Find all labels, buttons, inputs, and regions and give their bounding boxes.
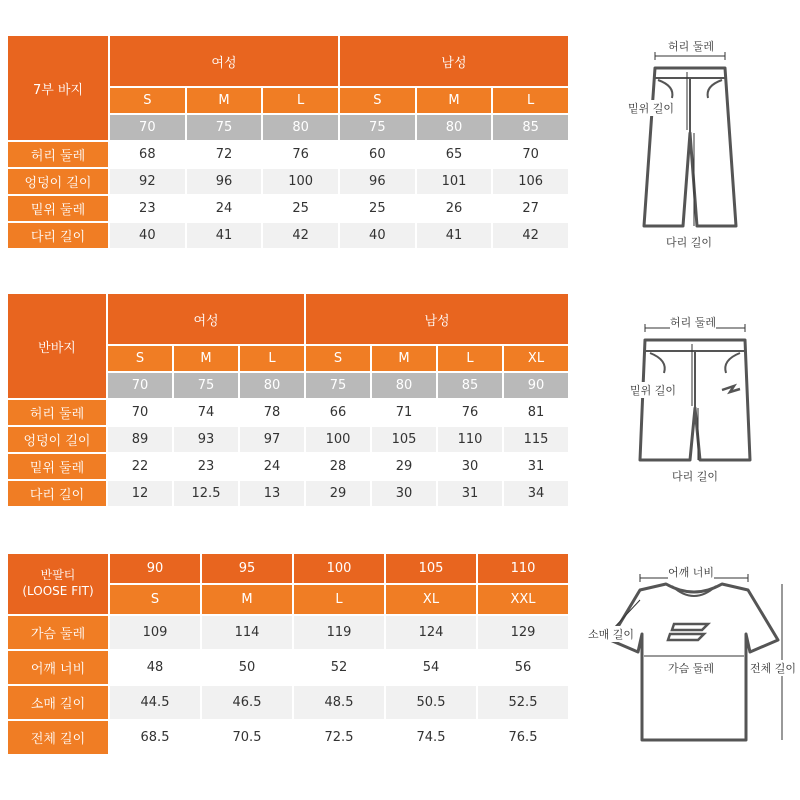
pants7-title: 7부 바지 (8, 36, 108, 140)
row-label: 엉덩이 길이 (8, 169, 108, 194)
value-cell: 30 (372, 481, 436, 506)
waist-code-cell: 80 (372, 373, 436, 398)
tshirt-icon (588, 560, 800, 750)
size-cell: S (306, 346, 370, 371)
shorts-size-table (8, 294, 568, 506)
size-cell: S (108, 346, 172, 371)
row-label: 다리 길이 (8, 481, 106, 506)
value-cell: 76 (438, 400, 502, 425)
value-cell: 34 (504, 481, 568, 506)
value-cell: 71 (372, 400, 436, 425)
value-cell: 24 (187, 196, 262, 221)
waist-code-cell: 70 (110, 115, 185, 140)
tee-title-line1: 반팔티 (40, 568, 76, 583)
value-cell: 74 (174, 400, 238, 425)
value-cell: 31 (504, 454, 568, 479)
value-cell: 23 (110, 196, 185, 221)
value-cell: 81 (504, 400, 568, 425)
waist-label: 허리 둘레 (670, 316, 717, 329)
chest-label: 가슴 둘레 (668, 662, 715, 675)
size-cell: S (110, 88, 185, 113)
value-cell: 48.5 (294, 686, 384, 719)
value-cell: 101 (417, 169, 492, 194)
value-cell: 27 (493, 196, 568, 221)
shorts-women-header: 여성 (108, 294, 304, 344)
size-cell: L (294, 585, 384, 614)
pants7-size-table (8, 36, 568, 248)
value-cell: 12.5 (174, 481, 238, 506)
waist-code-cell: 75 (306, 373, 370, 398)
value-cell: 50 (202, 651, 292, 684)
value-cell: 23 (174, 454, 238, 479)
value-cell: 25 (340, 196, 415, 221)
size-cell: L (240, 346, 304, 371)
tee-code-cell: 90 (110, 554, 200, 583)
value-cell: 41 (187, 223, 262, 248)
value-cell: 41 (417, 223, 492, 248)
leg-label: 다리 길이 (666, 236, 713, 249)
value-cell: 30 (438, 454, 502, 479)
size-cell: S (110, 585, 200, 614)
size-cell: M (187, 88, 262, 113)
value-cell: 42 (263, 223, 338, 248)
value-cell: 114 (202, 616, 292, 649)
row-label: 허리 둘레 (8, 400, 106, 425)
value-cell: 76.5 (478, 721, 568, 754)
value-cell: 70.5 (202, 721, 292, 754)
value-cell: 115 (504, 427, 568, 452)
value-cell: 106 (493, 169, 568, 194)
value-cell: 78 (240, 400, 304, 425)
value-cell: 46.5 (202, 686, 292, 719)
shoulder-label: 어깨 너비 (668, 566, 715, 579)
size-cell: XXL (478, 585, 568, 614)
length-label: 전체 길이 (750, 662, 797, 675)
value-cell: 110 (438, 427, 502, 452)
row-label: 허리 둘레 (8, 142, 108, 167)
value-cell: 89 (108, 427, 172, 452)
value-cell: 76 (263, 142, 338, 167)
size-cell: XL (386, 585, 476, 614)
tee-code-cell: 95 (202, 554, 292, 583)
value-cell: 92 (110, 169, 185, 194)
pants7-diagram (600, 38, 790, 253)
waist-code-cell: 85 (493, 115, 568, 140)
waist-code-cell: 75 (174, 373, 238, 398)
tee-title (8, 554, 108, 614)
value-cell: 129 (478, 616, 568, 649)
value-cell: 52.5 (478, 686, 568, 719)
value-cell: 66 (306, 400, 370, 425)
value-cell: 70 (493, 142, 568, 167)
waist-code-cell: 75 (340, 115, 415, 140)
value-cell: 124 (386, 616, 476, 649)
rise-label: 밑위 길이 (630, 384, 677, 397)
size-cell: XL (504, 346, 568, 371)
value-cell: 28 (306, 454, 370, 479)
value-cell: 40 (340, 223, 415, 248)
value-cell: 22 (108, 454, 172, 479)
shorts-icon (600, 318, 790, 486)
waist-code-cell: 80 (417, 115, 492, 140)
tee-diagram (588, 560, 800, 750)
value-cell: 96 (340, 169, 415, 194)
value-cell: 54 (386, 651, 476, 684)
value-cell: 119 (294, 616, 384, 649)
value-cell: 26 (417, 196, 492, 221)
value-cell: 93 (174, 427, 238, 452)
value-cell: 29 (306, 481, 370, 506)
value-cell: 40 (110, 223, 185, 248)
value-cell: 13 (240, 481, 304, 506)
size-cell: M (417, 88, 492, 113)
row-label: 밑위 둘레 (8, 196, 108, 221)
row-label: 소매 길이 (8, 686, 108, 719)
tee-code-cell: 100 (294, 554, 384, 583)
row-label: 전체 길이 (8, 721, 108, 754)
shorts-men-header: 남성 (306, 294, 568, 344)
shorts-diagram (600, 318, 790, 486)
waist-code-cell: 90 (504, 373, 568, 398)
value-cell: 68 (110, 142, 185, 167)
value-cell: 52 (294, 651, 384, 684)
value-cell: 48 (110, 651, 200, 684)
pants7-men-header: 남성 (340, 36, 568, 86)
value-cell: 29 (372, 454, 436, 479)
waist-code-cell: 85 (438, 373, 502, 398)
row-label: 밑위 둘레 (8, 454, 106, 479)
long-pants-icon (600, 38, 790, 253)
tee-size-table (8, 554, 568, 754)
value-cell: 97 (240, 427, 304, 452)
sleeve-label: 소매 길이 (588, 628, 635, 641)
size-cell: L (263, 88, 338, 113)
rise-label: 밑위 길이 (628, 102, 675, 115)
size-cell: M (372, 346, 436, 371)
value-cell: 31 (438, 481, 502, 506)
value-cell: 65 (417, 142, 492, 167)
value-cell: 100 (263, 169, 338, 194)
value-cell: 56 (478, 651, 568, 684)
waist-code-cell: 80 (240, 373, 304, 398)
value-cell: 50.5 (386, 686, 476, 719)
waist-code-cell: 70 (108, 373, 172, 398)
size-cell: S (340, 88, 415, 113)
value-cell: 72 (187, 142, 262, 167)
tee-code-cell: 110 (478, 554, 568, 583)
value-cell: 70 (108, 400, 172, 425)
row-label: 어깨 너비 (8, 651, 108, 684)
size-cell: M (174, 346, 238, 371)
tee-title-line2: (LOOSE FIT) (22, 584, 94, 598)
value-cell: 44.5 (110, 686, 200, 719)
value-cell: 12 (108, 481, 172, 506)
tee-code-cell: 105 (386, 554, 476, 583)
size-cell: L (438, 346, 502, 371)
waist-code-cell: 75 (187, 115, 262, 140)
size-cell: M (202, 585, 292, 614)
value-cell: 100 (306, 427, 370, 452)
row-label: 가슴 둘레 (8, 616, 108, 649)
row-label: 엉덩이 길이 (8, 427, 106, 452)
leg-label: 다리 길이 (672, 470, 719, 483)
value-cell: 42 (493, 223, 568, 248)
shorts-title: 반바지 (8, 294, 106, 398)
value-cell: 72.5 (294, 721, 384, 754)
row-label: 다리 길이 (8, 223, 108, 248)
value-cell: 109 (110, 616, 200, 649)
value-cell: 60 (340, 142, 415, 167)
value-cell: 96 (187, 169, 262, 194)
value-cell: 105 (372, 427, 436, 452)
waist-label: 허리 둘레 (668, 40, 715, 53)
pants7-women-header: 여성 (110, 36, 338, 86)
value-cell: 24 (240, 454, 304, 479)
value-cell: 25 (263, 196, 338, 221)
waist-code-cell: 80 (263, 115, 338, 140)
value-cell: 74.5 (386, 721, 476, 754)
size-cell: L (493, 88, 568, 113)
value-cell: 68.5 (110, 721, 200, 754)
